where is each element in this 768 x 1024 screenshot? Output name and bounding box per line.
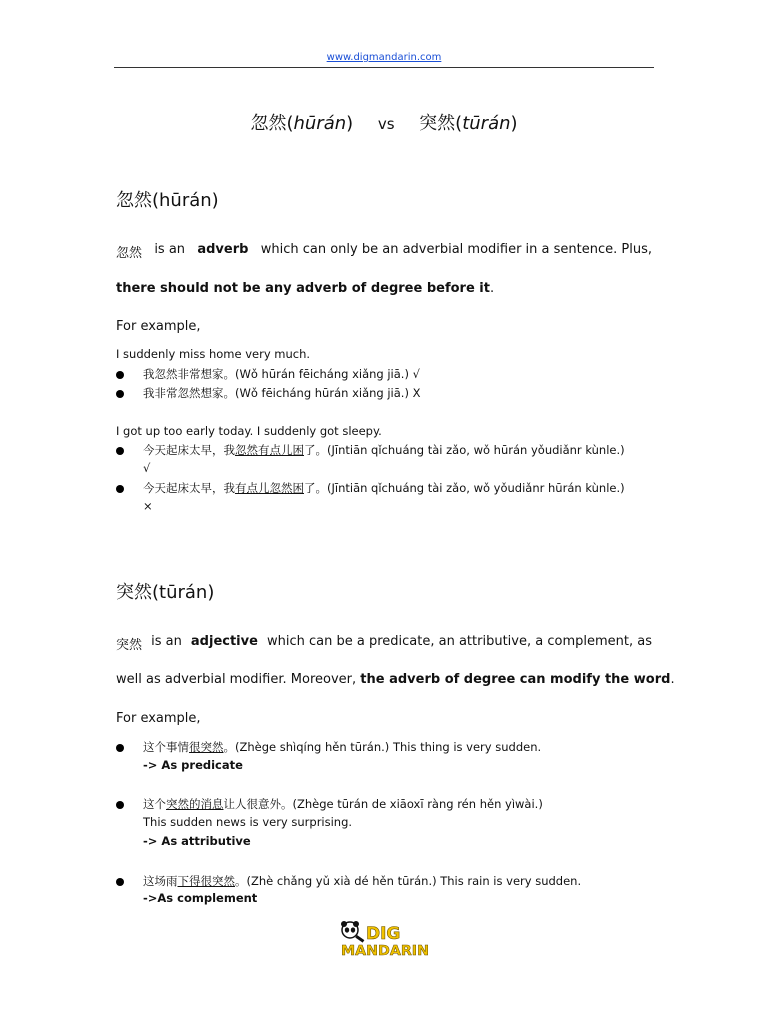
check-mark: √: [143, 461, 151, 475]
role-attributive: -> As attributive: [143, 834, 251, 848]
header-rule: [114, 67, 654, 68]
section-heading-huran: 忽然(hūrán): [116, 190, 219, 211]
title-right: 突然(tūrán): [419, 113, 518, 134]
bullet-icon: [116, 878, 124, 886]
title-left: 忽然(hūrán): [250, 113, 354, 134]
role-predicate: -> As predicate: [143, 758, 243, 772]
cross-mark: ×: [143, 499, 153, 513]
site-url-link[interactable]: www.digmandarin.com: [326, 52, 442, 63]
example1-intro: I suddenly miss home very much.: [116, 347, 311, 361]
document-page: www.digmandarin.com 忽然(hūrán) vs 突然(tūrán) 忽然(hūrán) 忽然 is an adverb which can only be an adverbial modifier in a sentence. Plus, there should not be any adverb of degree before it. For example, I suddenly miss home very much. 我忽然非常想家。(Wǒ hūrán fēicháng xiǎng jiā.) √ 我非常忽然想家。(Wǒ fēicháng hūrán xiǎng jiā.) X I got up too early today. I suddenly got sleepy. 今天起床太早，我忽然有点儿困了。(Jīntiān qǐchuáng tài zǎo, wǒ hūrán yǒudiǎnr kùnle.) √ 今天起床太早，我有点儿忽然困了。(Jīntiān qǐchuáng tài zǎo, wǒ yǒudiǎnr hūrán kùnle.) × 突然(tūrán) 突然 is an adjective which can be a predicate, an attributive, a complement, as well as adverbial modifier. Moreover, the adverb of degree can modify the word. For example, 这个事情很突然。(Zhège shìqíng hěn tūrán.) This thing is very sudden. -> As predicate 这个突然的消息让人很意外。(Zhège tūrán de xiāoxī ràng rén hěn yìwài.) This sudden news is very surprising. -> As attributive 这场雨下得很突然。(Zhè chǎng yǔ xià dé hěn tūrán.) This rain is very sudden. ->As complement DIG MANDARIN: [0, 0, 768, 1024]
huran-paragraph-line2: there should not be any adverb of degree before it.: [116, 281, 495, 296]
role-complement: ->As complement: [143, 891, 258, 905]
bullet-icon: [116, 801, 124, 809]
bullet-icon: [116, 744, 124, 752]
bullet-icon: [116, 447, 124, 455]
bullet-icon: [116, 371, 124, 379]
attributive-translation: This sudden news is very surprising.: [143, 815, 353, 829]
for-example-label-1: For example,: [116, 319, 201, 334]
svg-text:DIG: DIG: [366, 924, 401, 944]
turan-paragraph-line1: 突然 is an adjective which can be a predicate, an attributive, a complement, as: [116, 634, 652, 653]
svg-text:MANDARIN: MANDARIN: [341, 944, 429, 959]
huran-paragraph-line1: 忽然 is an adverb which can only be an adverbial modifier in a sentence. Plus,: [116, 242, 652, 261]
for-example-label-2: For example,: [116, 711, 201, 726]
title-vs: vs: [377, 115, 395, 133]
page-title: [0, 109, 768, 135]
turan-paragraph-line2: well as adverbial modifier. Moreover, the adverb of degree can modify the word.: [116, 672, 675, 687]
bullet-icon: [116, 485, 124, 493]
bullet-icon: [116, 390, 124, 398]
dig-mandarin-logo: [340, 920, 432, 960]
panda-mascot-icon: [341, 921, 364, 943]
section-heading-turan: 突然(tūrán): [116, 582, 215, 603]
example2-intro: I got up too early today. I suddenly got sleepy.: [116, 424, 382, 438]
